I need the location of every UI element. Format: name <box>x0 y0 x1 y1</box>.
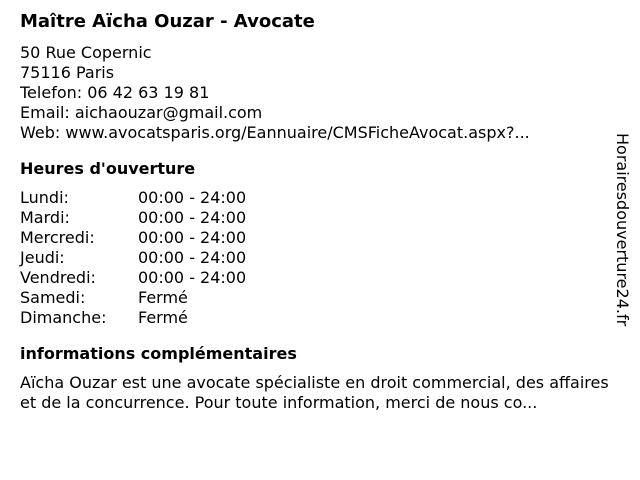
hours-row <box>20 268 616 288</box>
hours-row <box>20 248 616 268</box>
contact-block <box>20 43 616 143</box>
hours-time: 00:00 - 24:00 <box>138 248 247 267</box>
address-city: 75116 Paris <box>20 63 115 82</box>
hours-time: 00:00 - 24:00 <box>138 228 247 247</box>
website-link: Web: www.avocatsparis.org/Eannuaire/CMSFicheAvocat.aspx?... <box>20 123 530 142</box>
hours-row <box>20 228 616 248</box>
hours-day: Samedi: <box>20 288 86 307</box>
hours-row <box>20 308 616 328</box>
hours-time: 00:00 - 24:00 <box>138 268 247 287</box>
hours-time: 00:00 - 24:00 <box>138 208 247 227</box>
listing-card <box>20 10 616 413</box>
phone-number: Telefon: 06 42 63 19 81 <box>20 83 210 102</box>
hours-time: 00:00 - 24:00 <box>138 188 247 207</box>
additional-info-text: Aïcha Ouzar est une avocate spécialiste en droit commercial, des affaires et de la concurrence. Pour toute information, merci de nous co... <box>20 373 609 412</box>
site-watermark: Horairesdouverture24.fr <box>613 133 632 327</box>
address-street: 50 Rue Copernic <box>20 43 152 62</box>
hours-day: Jeudi: <box>20 248 65 267</box>
page-title: Maître Aïcha Ouzar - Avocate <box>20 11 315 32</box>
hours-day: Mardi: <box>20 208 70 227</box>
opening-hours-heading: Heures d'ouverture <box>20 159 196 178</box>
hours-row <box>20 288 616 308</box>
hours-row <box>20 188 616 208</box>
hours-day: Lundi: <box>20 188 69 207</box>
hours-day: Mercredi: <box>20 228 95 247</box>
additional-info-heading: informations complémentaires <box>20 344 297 363</box>
opening-hours-table <box>20 188 616 328</box>
hours-time: Fermé <box>138 288 188 307</box>
hours-day: Dimanche: <box>20 308 107 327</box>
hours-time: Fermé <box>138 308 188 327</box>
email-address: Email: aichaouzar@gmail.com <box>20 103 263 122</box>
hours-day: Vendredi: <box>20 268 96 287</box>
hours-row <box>20 208 616 228</box>
